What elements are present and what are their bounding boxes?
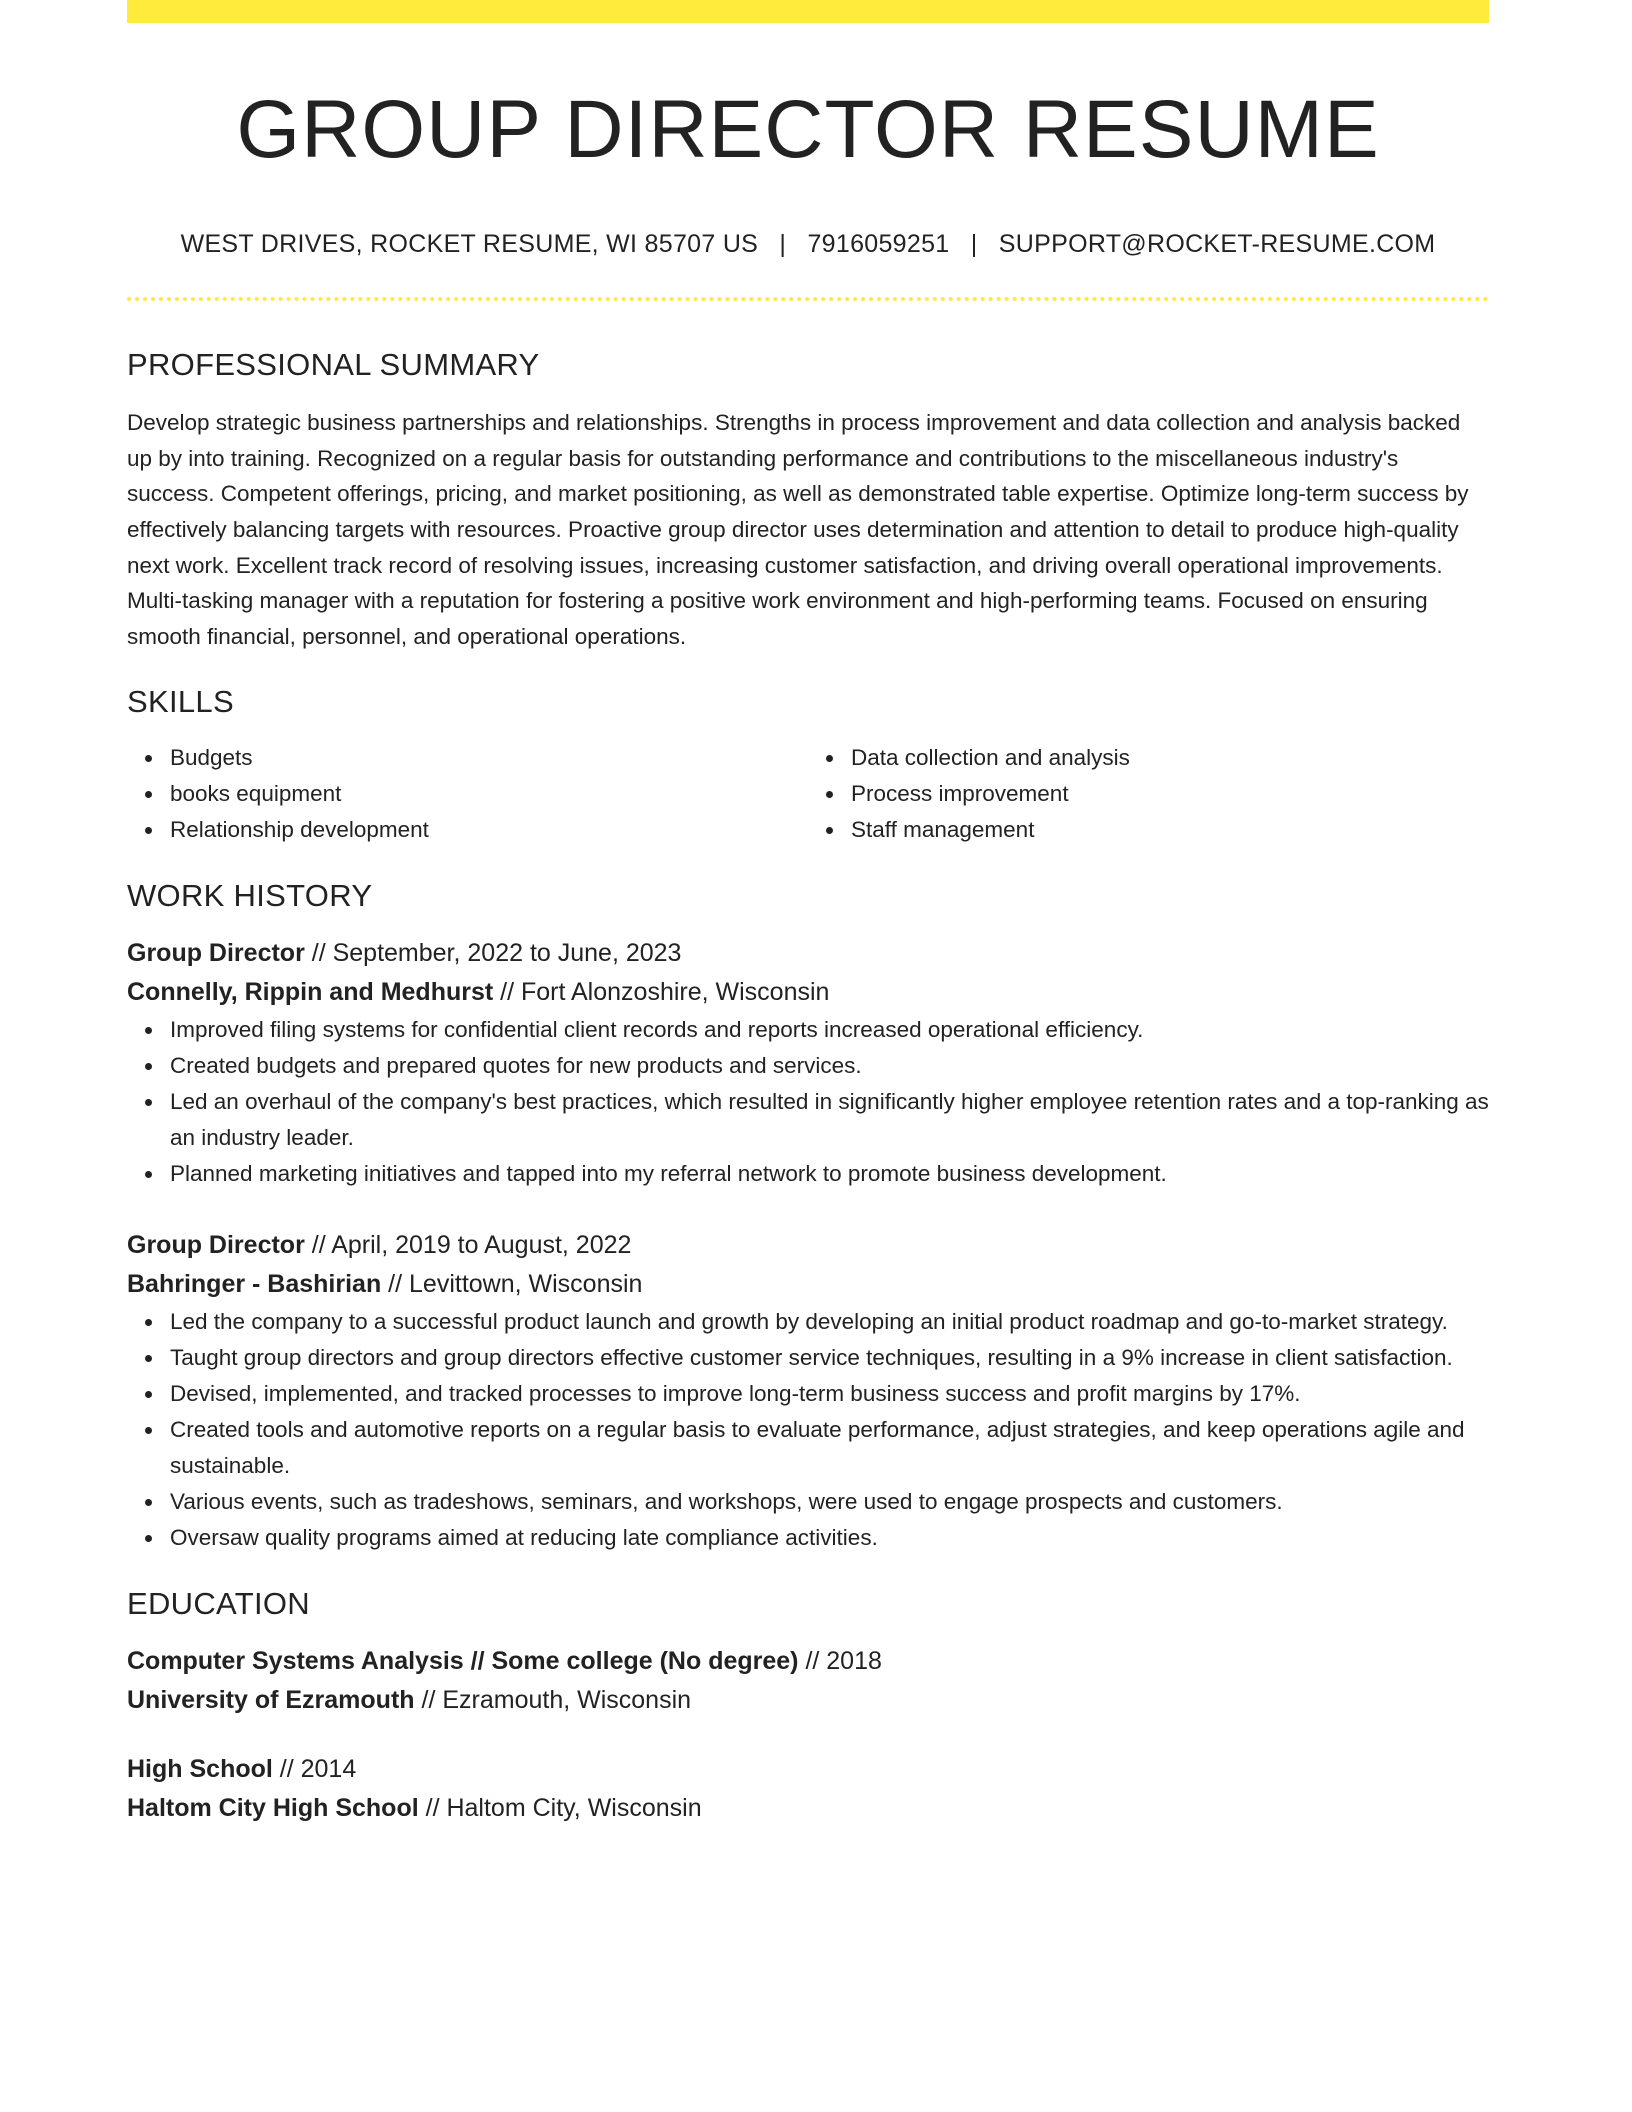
education-entry	[127, 1642, 1489, 1720]
job-bullet: Devised, implemented, and tracked processes to improve long-term business success and profit margins by 17%.	[170, 1376, 1489, 1412]
summary-heading: PROFESSIONAL SUMMARY	[127, 347, 540, 383]
job-company: Connelly, Rippin and Medhurst	[127, 978, 494, 1007]
job-bullet: Oversaw quality programs aimed at reducing late compliance activities.	[170, 1520, 1489, 1556]
top-accent-bar	[127, 0, 1489, 23]
education-school-line	[127, 1681, 1489, 1720]
job-company-line	[127, 1265, 1489, 1304]
job-entry	[127, 1226, 1489, 1556]
education-location: // Ezramouth, Wisconsin	[414, 1686, 692, 1715]
contact-email: SUPPORT@ROCKET-RESUME.COM	[998, 230, 1436, 259]
contact-phone: 7916059251	[807, 230, 950, 259]
work-history-heading: WORK HISTORY	[127, 878, 373, 914]
job-bullets	[127, 1304, 1489, 1556]
job-bullet: Improved filing systems for confidential client records and reports increased operational efficiency.	[170, 1012, 1489, 1048]
header-divider	[127, 297, 1489, 301]
contact-separator: |	[970, 230, 978, 259]
job-bullet: Taught group directors and group directors effective customer service techniques, resulting in a 9% increase in client satisfaction.	[170, 1340, 1489, 1376]
job-dates: // September, 2022 to June, 2023	[304, 939, 682, 968]
job-role: Group Director	[127, 1231, 305, 1260]
job-bullets	[127, 1012, 1489, 1192]
job-company: Bahringer - Bashirian	[127, 1270, 382, 1299]
skills-list-right	[808, 740, 1489, 848]
skill-item: Process improvement	[851, 776, 1489, 812]
job-role-line	[127, 934, 1489, 973]
education-degree-line	[127, 1750, 1489, 1789]
education-school-line	[127, 1789, 1489, 1828]
resume-page	[127, 0, 1489, 1828]
education-degree: Computer Systems Analysis // Some college (No degree)	[127, 1647, 799, 1676]
job-bullet: Led an overhaul of the company's best practices, which resulted in significantly higher employee retention rates and a top-ranking as an industry leader.	[170, 1084, 1489, 1156]
education-school: University of Ezramouth	[127, 1686, 415, 1715]
education-entry	[127, 1750, 1489, 1828]
education-location: // Haltom City, Wisconsin	[418, 1794, 702, 1823]
job-company-line	[127, 973, 1489, 1012]
resume-title: GROUP DIRECTOR RESUME	[236, 84, 1380, 175]
job-bullet: Created budgets and prepared quotes for new products and services.	[170, 1048, 1489, 1084]
job-role: Group Director	[127, 939, 305, 968]
education-year: // 2014	[272, 1755, 357, 1784]
education-degree-line	[127, 1642, 1489, 1681]
skill-item: Staff management	[851, 812, 1489, 848]
job-entry	[127, 934, 1489, 1192]
skills-grid	[127, 740, 1489, 848]
education-heading: EDUCATION	[127, 1586, 310, 1622]
job-bullet: Various events, such as tradeshows, seminars, and workshops, were used to engage prospects and customers.	[170, 1484, 1489, 1520]
job-role-line	[127, 1226, 1489, 1265]
education-degree: High School	[127, 1755, 273, 1784]
job-bullet: Created tools and automotive reports on a regular basis to evaluate performance, adjust strategies, and keep operations agile and sustainable.	[170, 1412, 1489, 1484]
contact-line	[127, 230, 1489, 259]
job-location: // Levittown, Wisconsin	[381, 1270, 643, 1299]
job-bullet: Led the company to a successful product launch and growth by developing an initial product roadmap and go-to-market strategy.	[170, 1304, 1489, 1340]
skill-item: Data collection and analysis	[851, 740, 1489, 776]
summary-text: Develop strategic business partnerships and relationships. Strengths in process improvement and data collection and analysis backed up by into training. Recognized on a regular basis for outstanding performance and contributions to the miscellaneous industry's success. Competent offerings, pricing, and market positioning, as well as demonstrated table expertise. Optimize long-term success by effectively balancing targets with resources. Proactive group director uses determination and attention to detail to produce high-quality next work. Excellent track record of resolving issues, increasing customer satisfaction, and driving overall operational improvements. Multi-tasking manager with a reputation for fostering a positive work environment and high-performing teams. Focused on ensuring smooth financial, personnel, and operational operations.	[127, 410, 1469, 649]
job-location: // Fort Alonzoshire, Wisconsin	[493, 978, 830, 1007]
skill-item: Budgets	[170, 740, 808, 776]
skill-item: books equipment	[170, 776, 808, 812]
job-dates: // April, 2019 to August, 2022	[304, 1231, 632, 1260]
skill-item: Relationship development	[170, 812, 808, 848]
contact-address: WEST DRIVES, ROCKET RESUME, WI 85707 US	[180, 230, 759, 259]
skills-list-left	[127, 740, 808, 848]
skills-heading: SKILLS	[127, 684, 234, 720]
contact-separator: |	[779, 230, 787, 259]
education-school: Haltom City High School	[127, 1794, 419, 1823]
job-bullet: Planned marketing initiatives and tapped into my referral network to promote business development.	[170, 1156, 1489, 1192]
education-year: // 2018	[798, 1647, 882, 1676]
